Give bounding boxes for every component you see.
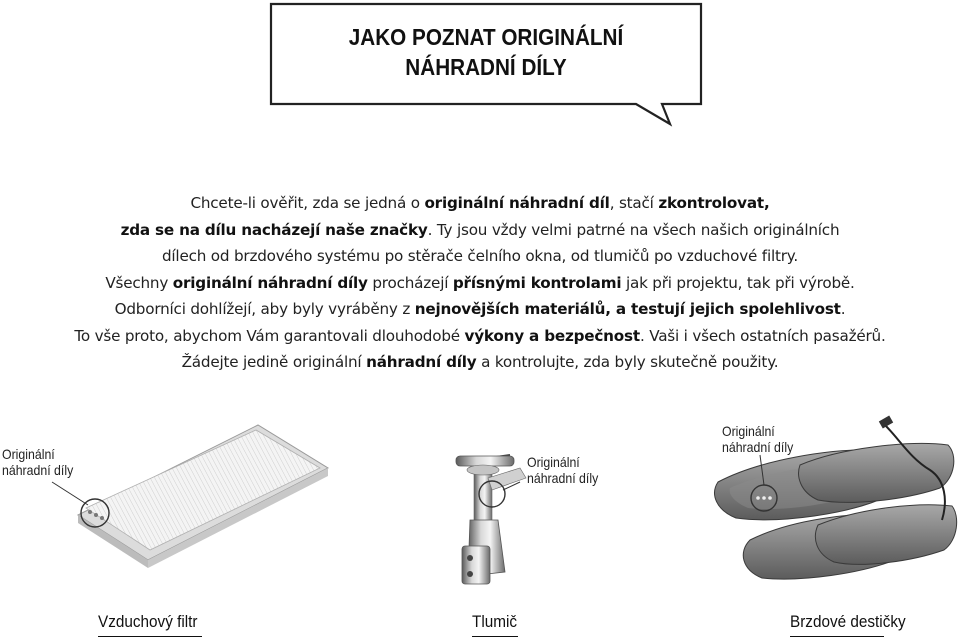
intro-line-1: Chcete-li ověřit, zda se jedná o originální náhradní díl, stačí zkontrolovat, — [190, 194, 770, 212]
title-line-2: NÁHRADNÍ DÍLY — [405, 54, 567, 80]
brakes-callout-label — [722, 423, 793, 455]
filter-callout-line — [52, 482, 88, 505]
intro-line-4: Všechny originální náhradní díly procházejí přísnými kontrolami jak při projektu, tak při výrobě. — [105, 273, 855, 292]
caption-brake-pads: Brzdové destičky — [790, 612, 906, 631]
filter-callout-line-1: Originální — [2, 446, 55, 462]
title-line-1: JAKO POZNAT ORIGINÁLNÍ — [348, 24, 624, 50]
intro-line-2: zda se na dílu nacházejí naše značky. Ty jsou vždy velmi patrné na všech našich originálních — [120, 220, 840, 239]
brakes-callout-line-1: Originální — [722, 423, 775, 439]
shock-callout-label — [527, 454, 598, 486]
intro-line-6: To vše proto, abychom Vám garantovali dlouhodobé výkony a bezpečnost. Vaši i všech ostatních pasažérů. — [74, 326, 886, 345]
shock-callout-line-2: náhradní díly — [527, 470, 599, 486]
intro-line-3: dílech od brzdového systému po stěrače čelního okna, od tlumičů po vzduchové filtry. — [161, 247, 799, 265]
caption-shock: Tlumič — [472, 612, 518, 631]
filter-callout-line-2: náhradní díly — [2, 462, 74, 478]
shock-absorber-image — [456, 455, 526, 584]
air-filter-image — [78, 425, 328, 568]
caption-air-filter: Vzduchový filtr — [98, 612, 198, 631]
intro-line-5: Odborníci dohlížejí, aby byly vyráběny z nejnovějších materiálů, a testují jejich spolehlivost. — [114, 300, 846, 318]
shock-callout-line-1: Originální — [527, 454, 580, 470]
intro-line-7: Žádejte jedině originální náhradní díly a kontrolujte, zda byly skutečně použity. — [181, 353, 779, 371]
brakes-callout-line-2: náhradní díly — [722, 439, 794, 455]
filter-callout-label — [2, 446, 73, 478]
